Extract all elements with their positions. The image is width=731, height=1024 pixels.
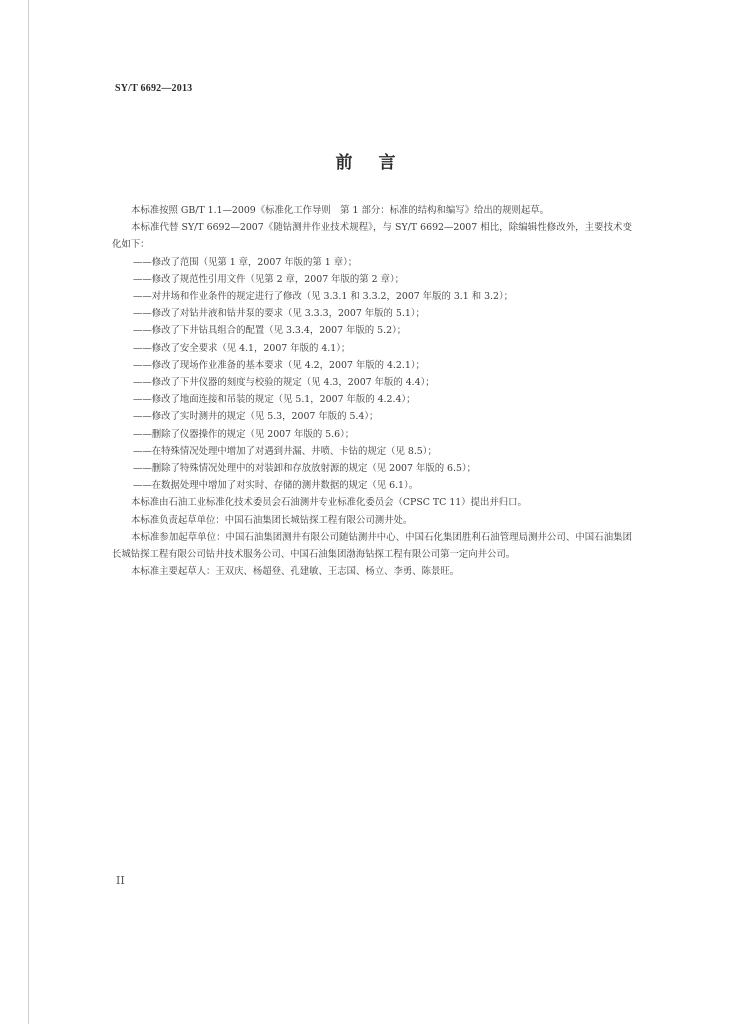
page-number: II xyxy=(116,874,125,887)
list-item: ——修改了下井仪器的刻度与校验的规定（见 4.3，2007 年版的 4.4）； xyxy=(133,377,435,389)
outro-paragraph: 本标准负责起草单位：中国石油集团长城钻探工程有限公司测井处。 xyxy=(131,514,413,526)
outro-paragraph: 本标准由石油工业标准化技术委员会石油测井专业标准化委员会（CPSC TC 11）提出并归口。 xyxy=(131,497,527,509)
outro-paragraph: 本标准参加起草单位：中国石油集团测井有限公司随钻测井中心、中国石化集团胜利石油管理局测井公司、中国石油集团长城钻探工程有限公司钻井技术服务公司、中国石油集团渤海钻探工程有限公司第一定向井公司。 xyxy=(112,531,632,561)
changes-list xyxy=(112,254,632,495)
page-title: 前言 xyxy=(335,153,422,173)
foreword-body xyxy=(112,202,632,580)
list-item: ——对井场和作业条件的规定进行了修改（见 3.3.1 和 3.3.2，2007 年版的 3.1 和 3.2）； xyxy=(133,291,514,303)
list-item: ——修改了安全要求（见 4.1，2007 年版的 4.1）； xyxy=(133,342,351,354)
list-item: ——修改了现场作业准备的基本要求（见 4.2，2007 年版的 4.2.1）； xyxy=(133,359,425,371)
intro-paragraph: 本标准按照 GB/T 1.1—2009《标准化工作导则 第 1 部分：标准的结构和编写》给出的规则起草。 xyxy=(131,205,549,216)
outro-paragraph: 本标准主要起草人：王双庆、杨超登、孔建敏、王志国、杨立、李勇、陈景旺。 xyxy=(131,566,460,578)
list-item: ——修改了范围（见第 1 章，2007 年版的第 1 章）； xyxy=(133,256,358,268)
list-item: ——修改了地面连接和吊装的规定（见 5.1，2007 年版的 4.2.4）； xyxy=(133,394,416,406)
list-item: ——在特殊情况处理中增加了对遇到井漏、井喷、卡钻的规定（见 8.5）； xyxy=(133,445,437,457)
list-item: ——修改了下井钻具组合的配置（见 3.3.4，2007 年版的 5.2）； xyxy=(133,325,407,337)
list-item: ——修改了对钻井液和钻井泵的要求（见 3.3.3，2007 年版的 5.1）； xyxy=(133,308,425,320)
list-item: ——删除了仪器操作的规定（见 2007 年版的 5.6）； xyxy=(133,428,355,440)
standard-code-header: SY/T 6692—2013 xyxy=(115,83,193,94)
list-item: ——删除了特殊情况处理中的对装卸和存放放射源的规定（见 2007 年版的 6.5）； xyxy=(133,463,477,475)
intro-paragraph: 本标准代替 SY/T 6692—2007《随钻测井作业技术规程》，与 SY/T 6692—2007 相比，除编辑性修改外，主要技术变化如下： xyxy=(112,222,632,251)
list-item: ——在数据处理中增加了对实时、存储的测井数据的规定（见 6.1）。 xyxy=(133,480,419,492)
list-item: ——修改了规范性引用文件（见第 2 章，2007 年版的第 2 章）； xyxy=(133,273,404,285)
list-item: ——修改了实时测井的规定（见 5.3，2007 年版的 5.4）； xyxy=(133,411,379,423)
